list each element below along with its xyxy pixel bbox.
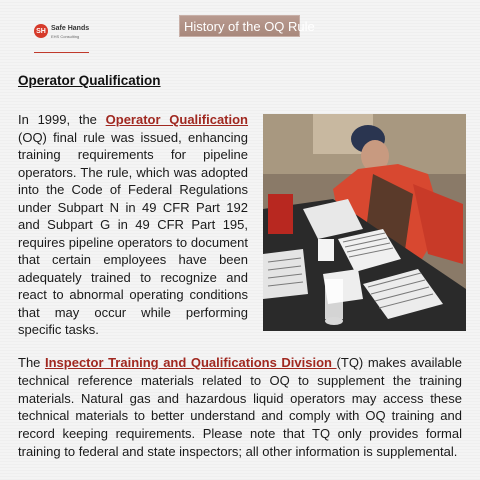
training-photo-illustration bbox=[263, 114, 466, 331]
training-photo bbox=[263, 114, 466, 331]
paragraph-oq-rule bbox=[18, 111, 248, 339]
slide-title: History of the OQ Rule bbox=[179, 15, 300, 37]
paragraph-tq-materials bbox=[18, 354, 462, 461]
logo-mark: SH bbox=[34, 24, 48, 38]
logo-tagline: EHS Consulting bbox=[51, 34, 80, 39]
paragraph-text: (TQ) makes available technical reference materials related to OQ to supplement the training materials. Natural gas and hazardous liquid operators may access these technical materials to better understand and comply with OQ training and record keeping requirements. Please note that TQ only provides formal training to federal and state inspectors; all other information is supplemental. bbox=[18, 355, 462, 459]
logo-divider bbox=[34, 52, 89, 53]
logo-name: Safe Hands bbox=[51, 25, 90, 32]
section-heading: Operator Qualification bbox=[18, 73, 161, 88]
paragraph-text: In 1999, the bbox=[18, 112, 106, 127]
inspector-training-link[interactable]: Inspector Training and Qualifications Division bbox=[44, 355, 337, 370]
paragraph-text: (OQ) final rule was issued, enhancing training requirements for pipeline operators. The rule, which was adopted into the Code of Federal Regulations under Subpart N in 49 CFR Part 192 and Subpart G in 49 CFR Part 195, requires pipeline operators to document that certain employees have been adequately trained to recognize and react to abnormal operating conditions that may occur while performing specific tasks. bbox=[18, 129, 248, 337]
operator-qualification-link[interactable]: Operator Qualification bbox=[105, 112, 249, 127]
company-logo bbox=[34, 22, 94, 52]
paragraph-text: The bbox=[18, 355, 45, 370]
